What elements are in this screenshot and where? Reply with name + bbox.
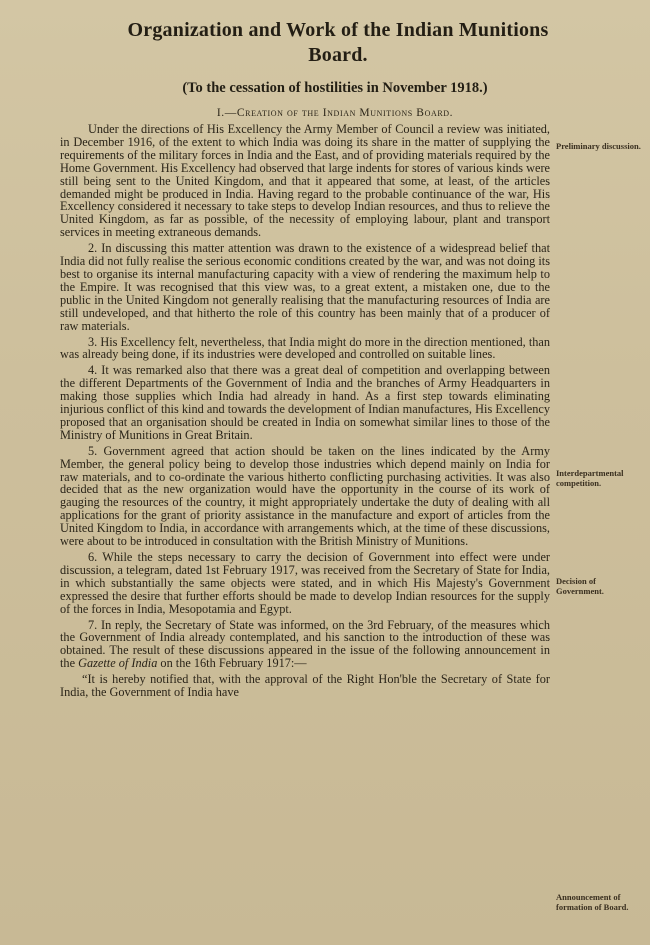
paragraph-7-text: 7. In reply, the Secretary of State was informed, on the 3rd February, of the measures which the Government of India already contemplated, and his sanction to the introduction of these was obtained. The result of these discussions appeared in the issue of the following announcement in the (60, 617, 550, 671)
document-subtitle: (To the cessation of hostilities in November 1918.) (182, 80, 488, 96)
paragraph-5: 5. Government agreed that action should be taken on the lines indicated by the Army Member, the general policy being to develop those industries which depend mainly on India for raw materials, and to co-ordinate the various hitherto conflicting purchasing activities. It was also decided that as the new organization would have the opportunity in the course of its work of gauging the resources of the country, it might appropriately undertake the duty of dealing with all applications for the grant of priority assistance in the manufacture and export of articles from the United Kingdom to India, in accordance with arrangements which, at the time of these discussions, were about to be introduced in consultation with the British Ministry of Munitions. (60, 443, 550, 549)
title-line-2: Board. (308, 44, 368, 66)
margin-note-decision: Decision of Government. (556, 576, 604, 596)
body-column (60, 123, 550, 699)
paragraph-6: 6. While the steps necessary to carry the decision of Government into effect were under discussion, a telegram, dated 1st February 1917, was received from the Secretary of State for India, in which substantially the same objects were stated, and in which His Majesty's Government expressed the desire that further efforts should be made to develop Indian resources for the supply of the forces in India, Mesopotamia and Egypt. (60, 550, 550, 616)
paragraph-4: 4. It was remarked also that there was a great deal of competition and overlapping between the different Departments of the Government of India and the branches of Army Headquarters in making those supplies which India had already in hand. As a first step towards eliminating injurious conflict of this kind and towards the development of Indian manufactures, His Excellency proposed that an organisation should be created in India on somewhat similar lines to those of the Ministry of Munitions in Great Britain. (60, 363, 550, 442)
title-line-1: Organization and Work of the Indian Munitions (127, 19, 549, 41)
margin-note-preliminary: Preliminary discussion. (556, 141, 641, 151)
announcement-quote: “It is hereby notified that, with the approval of the Right Hon'ble the Secretary of State for India, the Government of India have (60, 672, 550, 700)
document-title (60, 18, 616, 68)
paragraph-7 (60, 619, 550, 671)
paragraph-7-tail: on the 16th February 1917:— (160, 656, 307, 671)
paragraph-1: Under the directions of His Excellency the Army Member of Council a review was initiated, in December 1916, of the extent to which India was doing its share in the matter of supplying the requirements of the military forces in India and the East, and of providing materials required by the Home Government. His Excellency had observed that large indents for stores of various kinds were still being sent to the United Kingdom, and that it appeared that some, at least, of the articles demanded might be produced in India. Having regard to the probable continuance of the war, His Excellency considered it necessary to take steps to develop Indian resources, and thus to relieve the United Kingdom, as far as possible, of the necessity of employing labour, plant and transport services in meeting extraneous demands. (60, 122, 550, 240)
gazette-title: Gazette of India (78, 656, 158, 671)
margin-note-interdepartmental: Interdepartmental competition. (556, 468, 624, 488)
section-heading: I.—Creation of the Indian Munitions Board. (216, 107, 454, 119)
paragraph-3: 3. His Excellency felt, nevertheless, that India might do more in the direction mentioned, than was already being done, if its industries were developed and controlled on suitable lines. (60, 334, 550, 362)
paragraph-2: 2. In discussing this matter attention was drawn to the existence of a widespread belief that India did not fully realise the serious economic conditions created by the war, and was not doing its best to organise its internal manufacturing capacity with a view of rendering the maximum help to the Empire. It was recognised that this view was, to a great extent, a mistaken one, due to the public in the United Kingdom not generally realising that the manufacturing resources of India are still undeveloped, and that hitherto the role of this country has been mainly that of a producer of raw materials. (60, 241, 550, 333)
margin-note-announcement: Announcement of formation of Board. (556, 892, 629, 912)
